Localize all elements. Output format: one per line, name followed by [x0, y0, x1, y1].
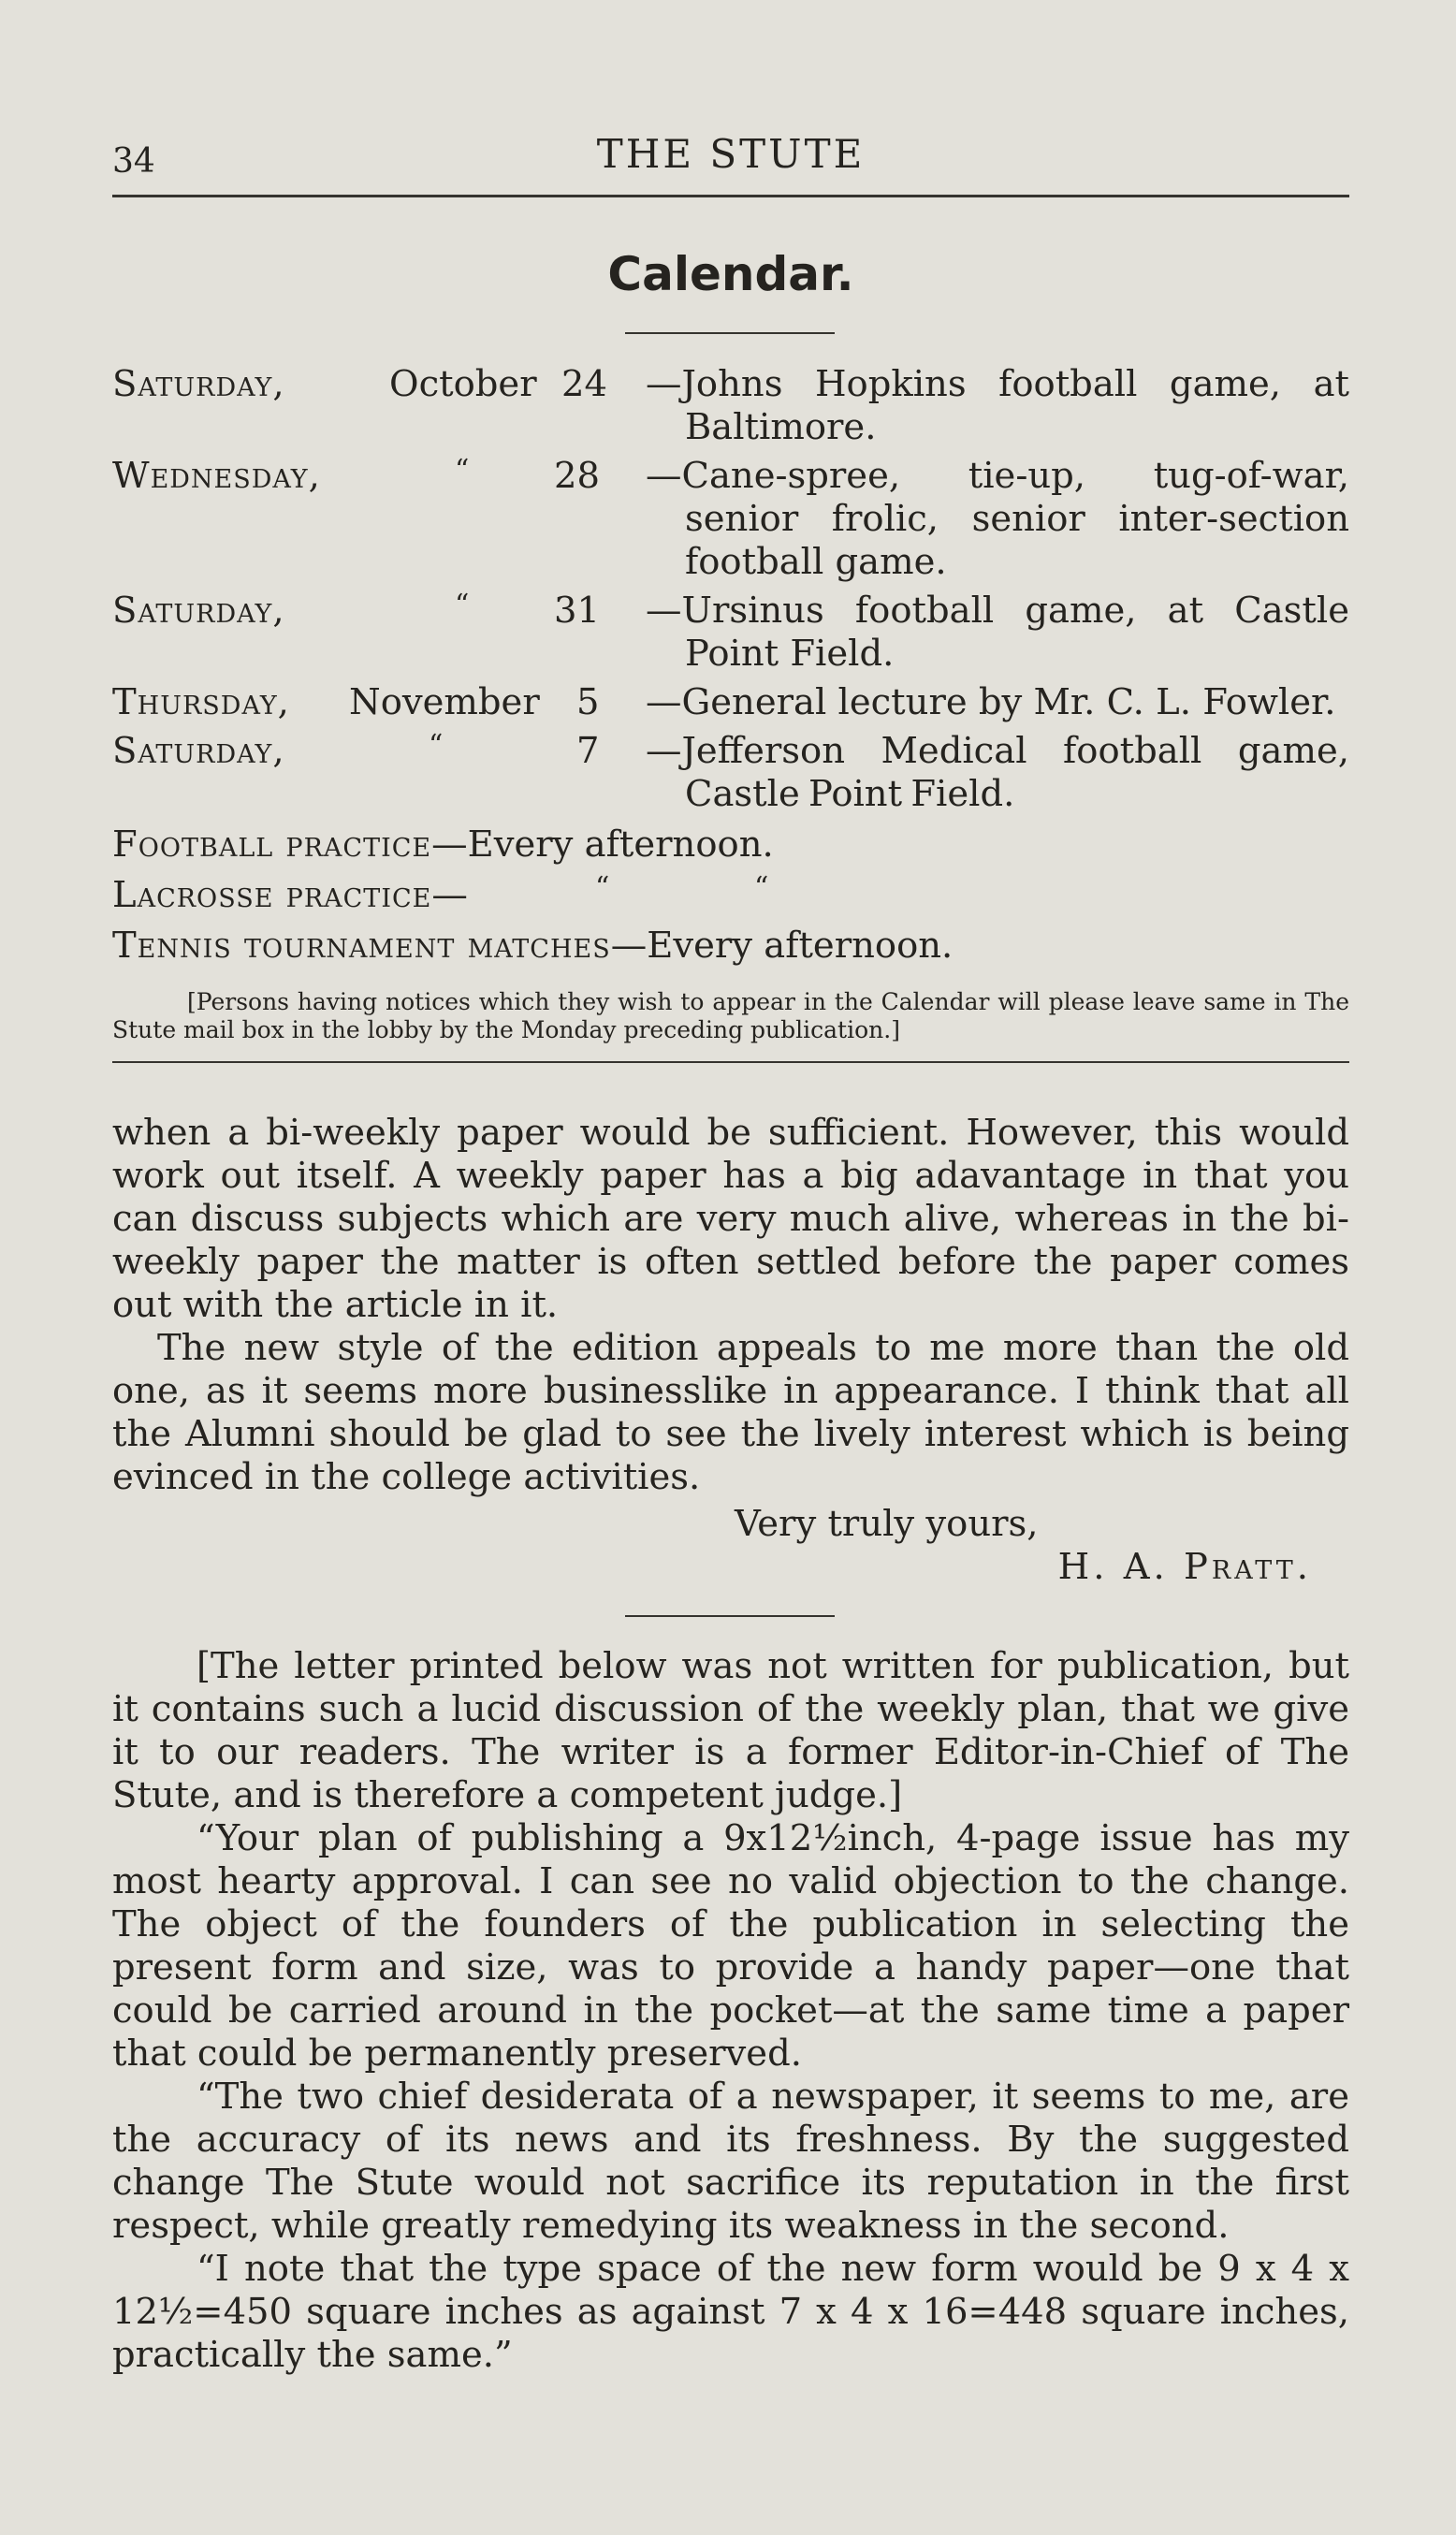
entry-month: November — [349, 681, 540, 723]
entry-description: —General lecture by Mr. C. L. Fowler. — [646, 681, 1336, 723]
entry-date: 24 — [561, 363, 607, 405]
letter-body — [112, 1112, 1349, 2377]
calendar-note: [Persons having notices which they wish to appear in the Calendar will please leave same in The Stute mail box in the lobby by the Monday preceding publication.] — [112, 988, 1349, 1043]
calendar-entry — [112, 730, 1349, 816]
title-rule — [625, 332, 835, 334]
practice-text: — — [431, 874, 468, 916]
practice-text: —Every afternoon. — [431, 823, 774, 866]
page-header — [112, 122, 1349, 187]
divider-rule — [625, 1615, 835, 1617]
quoted-paragraph: “The two chief desiderata of a newspaper, it seems to me, are the accuracy of its news and its freshness. By the suggested change The Stute would not sacrifice its reputation in the first respect, while greatly remedying its weakness in the second. — [112, 2076, 1349, 2247]
header-rule — [112, 195, 1349, 197]
entry-date: 28 — [554, 455, 600, 497]
calendar-entry — [112, 681, 1349, 724]
entry-month: October — [389, 363, 537, 405]
section-rule — [112, 1061, 1349, 1063]
letter-paragraph: The new style of the edition appeals to me more than the old one, as it seems more businesslike in appearance. I think that all the Alumni should be glad to see the lively interest which is being evinced in the college activities. — [112, 1327, 1349, 1498]
practice-label: Tennis tournament matches — [112, 925, 611, 967]
ditto-mark: “ — [754, 871, 769, 904]
page — [112, 122, 1349, 2376]
entry-day: Saturday, — [112, 363, 285, 405]
quoted-paragraph: “I note that the type space of the new form would be 9 x 4 x 12½=450 square inches as against 7 x 4 x 16=448 square inches, practically the same.” — [112, 2248, 1349, 2376]
ditto-mark: “ — [455, 589, 470, 621]
page-number: 34 — [112, 142, 155, 181]
quoted-paragraph: “Your plan of publishing a 9x12½inch, 4-page issue has my most hearty approval. I can see no valid objection to the change. The object of the founders of the publication in selecting the present form and size, was to provide a handy paper—one that could be carried around in the pocket—at the same time a paper that could be permanently preserved. — [112, 1817, 1349, 2075]
entry-description: —Jefferson Medical football game, Castle Point Field. — [646, 730, 1349, 815]
entry-day: Wednesday, — [112, 455, 321, 497]
ditto-mark: “ — [455, 454, 470, 487]
practice-line — [112, 871, 1349, 917]
letter-paragraph: when a bi-weekly paper would be sufficient. However, this would work out itself. A weekly paper has a big adavantage in that you can discuss subjects which are very much alive, whereas in the bi-weekly paper the matter is often settled before the paper comes out with the article in it. — [112, 1112, 1349, 1326]
entry-day: Thursday, — [112, 681, 290, 723]
ditto-mark: “ — [595, 871, 610, 904]
practice-label: Football practice — [112, 823, 432, 866]
letter-signature: H. A. Pratt. — [1057, 1546, 1312, 1588]
practice-line — [112, 925, 1349, 968]
entry-description: —Cane-spree, tie-up, tug-of-war, senior frolic, senior inter-section football game. — [646, 455, 1349, 583]
entry-date: 7 — [576, 730, 600, 772]
entry-date: 31 — [554, 590, 600, 632]
entry-day: Saturday, — [112, 590, 285, 632]
practice-label: Lacrosse practice — [112, 874, 432, 916]
calendar-entry — [112, 455, 1349, 584]
calendar-entry — [112, 590, 1349, 676]
entry-description: —Ursinus football game, at Castle Point Field. — [646, 590, 1349, 675]
entry-day: Saturday, — [112, 730, 285, 772]
calendar-section — [112, 363, 1349, 1063]
calendar-entry — [112, 363, 1349, 449]
entry-date: 5 — [576, 681, 600, 723]
practice-text: —Every afternoon. — [610, 925, 954, 967]
entry-description: —Johns Hopkins football game, at Baltimore. — [646, 363, 1349, 448]
letter-closing: Very truly yours, — [735, 1503, 1039, 1545]
editor-intro: [The letter printed below was not written for publication, but it contains such a lucid discussion of the weekly plan, that we give it to our readers. The writer is a former Editor-in-Chief of The Stute, and is therefore a competent judge.] — [112, 1645, 1349, 1816]
ditto-mark: “ — [429, 729, 444, 762]
practice-line — [112, 823, 1349, 867]
running-title: THE STUTE — [596, 131, 866, 177]
calendar-title: Calendar. — [607, 247, 854, 301]
